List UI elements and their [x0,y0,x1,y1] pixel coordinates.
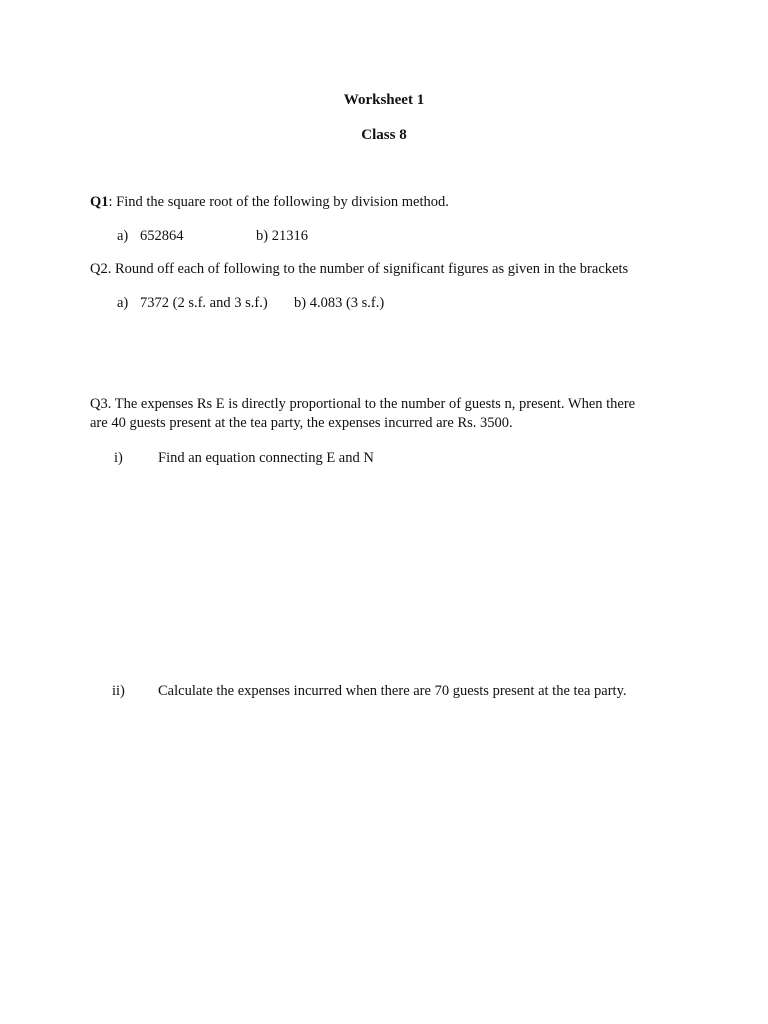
question-2-part-b: b) 4.083 (3 s.f.) [294,295,385,311]
question-1-text: : Find the square root of the following by division method. [108,194,449,210]
question-3-subpart-i-text: Find an equation connecting E and N [158,450,374,466]
question-3-subpart-ii-marker: ii) [112,683,125,699]
question-3-subpart-i-marker: i) [114,450,123,466]
question-1 [90,194,449,211]
question-2-text: Q2. Round off each of following to the number of significant figures as given in the brackets [90,261,629,277]
question-1-label: Q1 [90,194,109,210]
worksheet-class: Class 8 [361,127,407,143]
question-3-line-1: Q3. The expenses Rs E is directly proportional to the number of guests n, present. When there [90,396,636,412]
question-2-part-a-value: 7372 (2 s.f. and 3 s.f.) [140,295,268,311]
question-3-line-2: are 40 guests present at the tea party, the expenses incurred are Rs. 3500. [90,415,513,431]
question-3-subpart-ii-text: Calculate the expenses incurred when there are 70 guests present at the tea party. [158,683,627,699]
question-1-part-b: b) 21316 [256,228,308,244]
worksheet-title: Worksheet 1 [343,92,425,108]
question-1-part-a-marker: a) [117,228,129,244]
question-2-part-a-marker: a) [117,295,129,311]
question-1-part-a-value: 652864 [140,228,184,244]
